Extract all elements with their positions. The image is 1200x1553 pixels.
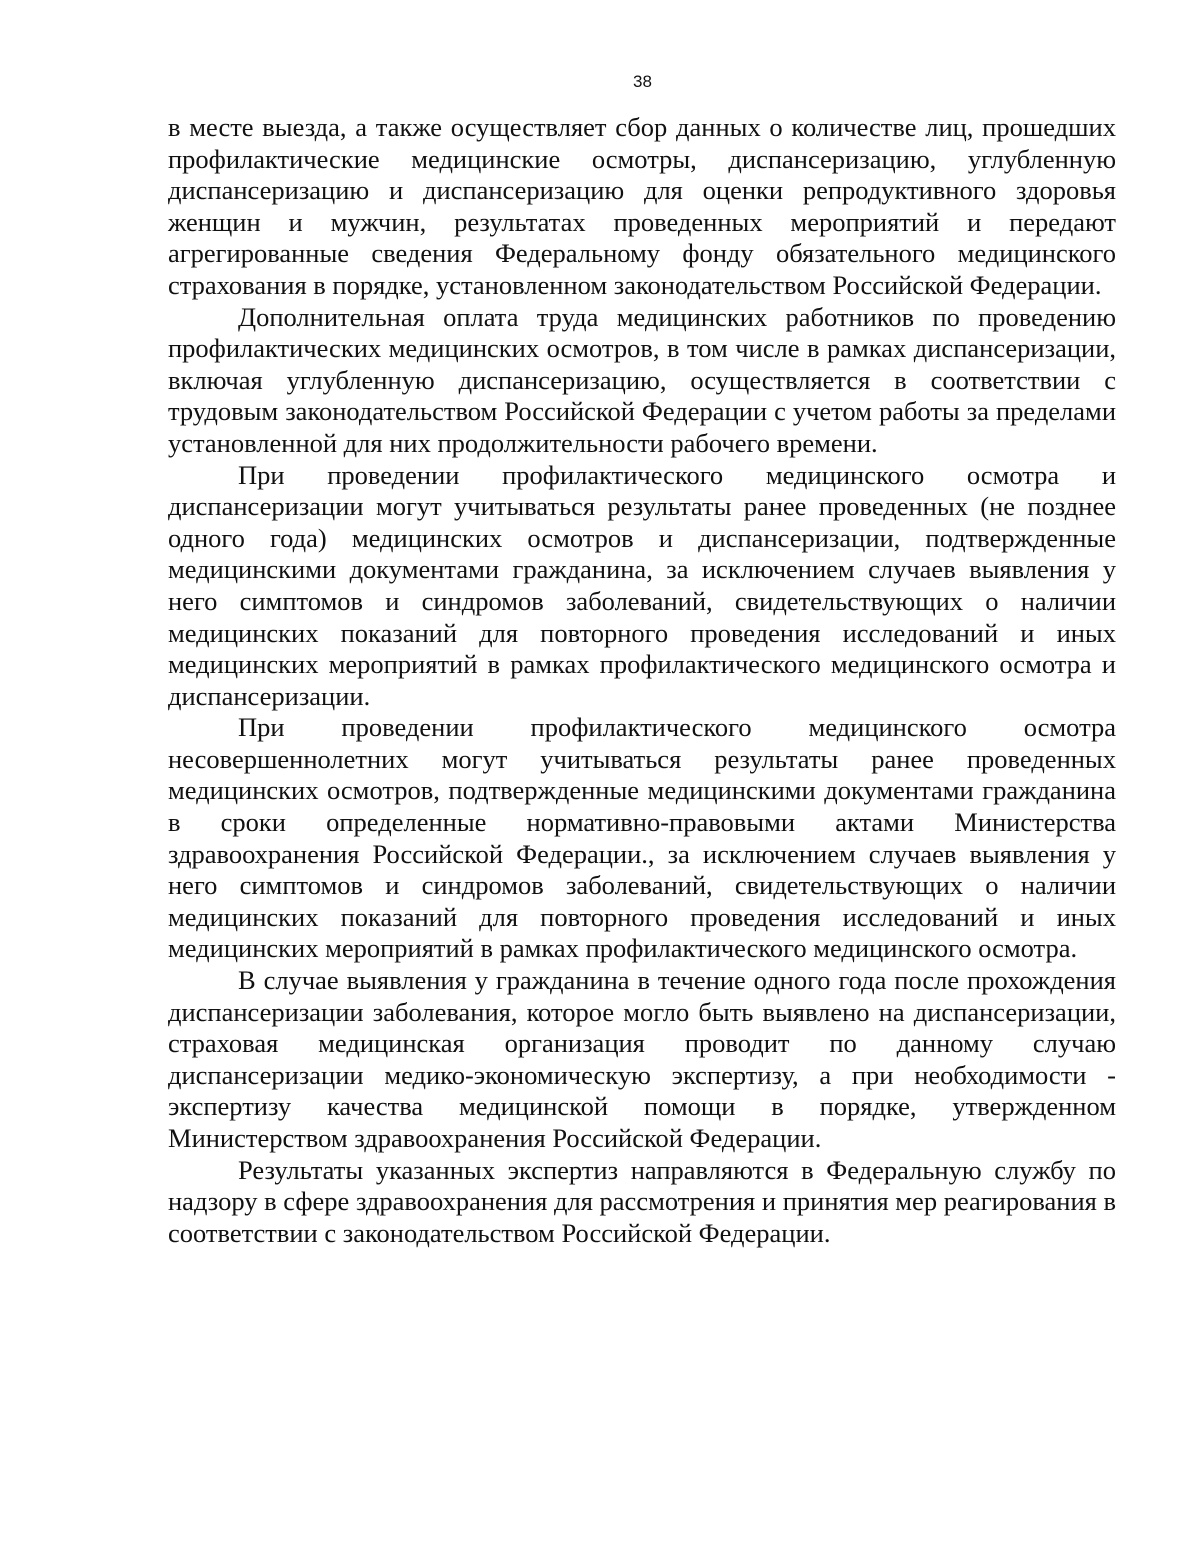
paragraph-additional-payment: Дополнительная оплата труда медицинских работников по проведению профилактических медицинских осмотров, в том числе в рамках диспансеризации, включая углубленную диспансеризацию, осуществляется в соответствии с трудовым законодательством Российской Федерации с учетом работы за пределами установленной для них продолжительности рабочего времени.: [168, 301, 1116, 458]
document-body: [168, 112, 1116, 1249]
paragraph-continuation: в месте выезда, а также осуществляет сбор данных о количестве лиц, прошедших профилактические медицинские осмотры, диспансеризацию, углубленную диспансеризацию и диспансеризацию для оценки репродуктивного здоровья женщин и мужчин, результатах проведенных мероприятий и передают агрегированные сведения Федеральному фонду обязательного медицинского страхования в порядке, установленном законодательством Российской Федерации.: [168, 112, 1116, 300]
page-number: 38: [633, 72, 652, 91]
paragraph-minors-examination: При проведении профилактического медицинского осмотра несовершеннолетних могут учитываться результаты ранее проведенных медицинских осмотров, подтвержденные медицинскими документами гражданина в сроки определенные нормативно-правовыми актами Министерства здравоохранения Российской Федерации., за исключением случаев выявления у него симптомов и синдромов заболеваний, свидетельствующих о наличии медицинских показаний для повторного проведения исследований и иных медицинских мероприятий в рамках профилактического медицинского осмотра.: [168, 712, 1116, 964]
paragraph-disease-detection: В случае выявления у гражданина в течение одного года после прохождения диспансеризации заболевания, которое могло быть выявлено на диспансеризации, страховая медицинская организация проводит по данному случаю диспансеризации медико-экономическую экспертизу, а при необходимости - экспертизу качества медицинской помощи в порядке, утвержденном Министерством здравоохранения Российской Федерации.: [168, 965, 1116, 1153]
paragraph-previous-results: При проведении профилактического медицинского осмотра и диспансеризации могут учитываться результаты ранее проведенных (не позднее одного года) медицинских осмотров и диспансеризации, подтвержденные медицинскими документами гражданина, за исключением случаев выявления у него симптомов и синдромов заболеваний, свидетельствующих о наличии медицинских показаний для повторного проведения исследований и иных медицинских мероприятий в рамках профилактического медицинского осмотра и диспансеризации.: [168, 459, 1116, 711]
paragraph-expertise-results: Результаты указанных экспертиз направляются в Федеральную службу по надзору в сфере здравоохранения для рассмотрения и принятия мер реагирования в соответствии с законодательством Российской Федерации.: [168, 1154, 1116, 1248]
